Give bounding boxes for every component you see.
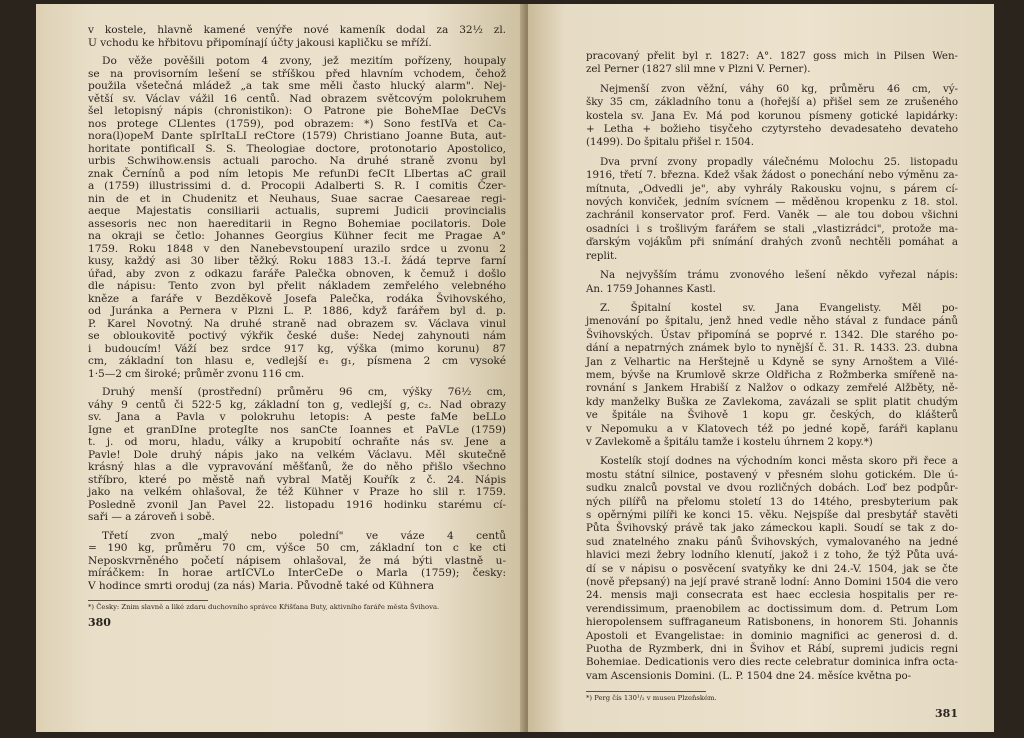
right-page-body (586, 50, 958, 683)
text-line: kdy manželky Buška ze Zavlekoma, zavázali se split platit chudým (586, 395, 958, 408)
text-line: horitate pontificalI S. S. Theologiae doctore, protonotario Apostolico, (88, 142, 506, 155)
text-line: mostu státní silnice, postavený v přesném slohu gotickém. Dle ú- (586, 468, 958, 481)
text-line: váhy 9 centů či 522·5 kg, základní ton g, vedlejší g, c₂. Nad obrazy (88, 398, 506, 411)
text-line: nora(l)opeM Dante spIrItaLI reCtore (1579) Christiano Joanne Buta, aut- (88, 130, 506, 142)
text-line: Třetí zvon „malý nebo polední" ve váze 4 centů (102, 529, 506, 542)
text-line: na okraji se četlo: Johannes Georgius Kühner fecit me Pragae A° (88, 230, 506, 242)
text-line: (nově přepsaný) na její pravé straně lodní: Anno Domini 1504 die vero (586, 576, 958, 589)
text-line: pracovaný přelit byl r. 1827: A°. 1827 goss mich in Pilsen Wen- (586, 50, 958, 62)
text-line: kněze a faráře v Bezděkově Josefa Palečka, rodáka Švihovského, (88, 292, 506, 305)
text-line: rovnání s Jankem Hrabiší z Nalžov o odkazy zemřelé Alžběty, ně- (586, 382, 958, 395)
text-line: dle nápisu: Tento zvon byl přelit nákladem zemřelého velebného (88, 280, 506, 292)
text-line: saři — a zároveň i sobě. (88, 511, 215, 523)
text-line: Z. Špitalní kostel sv. Jana Evangelisty. Měl po- (600, 301, 958, 314)
text-line: nin de et in Chudenitz et Neuhaus, Suae sacrae Caesareae regi- (88, 192, 506, 205)
text-line: 1916, třetí 7. března. Kdež však žádost o ponechání nebo výměnu za- (586, 169, 958, 182)
text-line: 24. mensis maji consecrata est haec ecclesia hospitalis per re- (586, 589, 958, 602)
text-line: úřad, aby zvon z odkazu faráře Palečka obnoven, k čemuž i došlo (88, 267, 506, 280)
text-line: i budoucím! Váží bez srdce 917 kg, výška (mimo korunu) 87 (88, 342, 506, 355)
left-footnote-marker: *) (88, 603, 95, 611)
text-line: hieropolensem suffraganeum Ratisbonens, in honorem Sti. Johannis (586, 616, 958, 629)
text-line: assesoris nec non haereditarii in Regno Bohemiae pocilatoris. Dole (88, 217, 506, 230)
text-line: zel Perner (1827 slil mne v Plzni V. Perner). (586, 63, 811, 76)
text-line: kostela sv. Jana Ev. Má pod korunou písmeny gotické lapidárky: (586, 109, 958, 122)
text-line: Neposkvrněného početí nápisem ohlašoval, že má býti vlastně u- (88, 554, 506, 567)
text-line: verendissimum, praenobilem ac doctissimum dom. d. Petrum Lom (586, 602, 958, 615)
text-line: Bohemiae. Dedicationis vero dies recte celebratur dominica infra octa- (586, 656, 958, 669)
text-line: v Nepomuku a v Klatovech též po jedné kopě, faráři kaplanu (586, 422, 958, 435)
text-line: ve špitále na Švihově 1 kopu gr. českých, do klášterů (586, 409, 958, 422)
left-page-number: 380 (88, 616, 111, 629)
text-line: Jan z Velhartic na Herštejně u Kdyně se syny Arnoštem a Vilé- (586, 355, 958, 368)
text-line: jako na velkém ohlašoval, že též Kühner v Praze ho slil r. 1759. (88, 486, 506, 498)
text-line: Dva první zvony propadly válečnému Molochu 25. listopadu (600, 155, 958, 168)
text-line: = 190 kg, průměru 70 cm, výšce 50 cm, základní ton c ke cti (88, 542, 506, 554)
text-line: P. Karel Novotný. Na druhé straně nad obrazem sv. Václava vinul (88, 317, 506, 330)
text-line: Igne et granDIne protegIte nos sanCte Ioannes et PaVLe (1759) (88, 423, 506, 436)
text-line: replit. (586, 249, 618, 262)
text-line: Pavle! Dole druhý nápis jako na velkém Václavu. Měl skutečně (88, 448, 506, 461)
text-line: 1759. Roku 1848 v den Nanebevstoupení urazilo srdce u zvonu 2 (88, 242, 506, 255)
text-line: cm, základní ton hlasu e, vedlejší e₁ g₁, písmena 2 cm vysoké (88, 355, 506, 367)
text-line: sud znatelného znaku pánů Švihovských, vymalovaného na jedné (586, 535, 958, 548)
text-line: znak Černínů a pod ním letopis Me refunDi feCIt LIbertas aC grail (88, 167, 506, 180)
text-line: ných pilířů na přelomu století 13 do 14tého, presbyterium pak (586, 495, 958, 508)
text-line: sv. Jana a Pavla v polokruhu letopis: A peste faMe beLLo (88, 411, 506, 423)
text-line: a (1759) illustrissimi d. d. Procopii Adalberti S. R. I comitis Čzer- (88, 180, 506, 192)
text-line: šky 35 cm, základního tonu a (hořejší a) přišel sem ze zrušeného (586, 96, 958, 109)
text-line: s opěrnými pilíři ke konci 15. věku. Nejspíše dal presbytář stavěti (586, 509, 958, 521)
text-line: Půta Švihovský právě tak jako zámeckou kapli. Soudí se tak z do- (586, 522, 958, 535)
text-line: Nejmenší zvon věžní, váhy 60 kg, průměru 46 cm, vý- (600, 82, 958, 95)
text-line: Apostoli et Evangelistae: in dominio magnifici ac generosi d. d. (586, 629, 958, 642)
text-line: v Zavlekomě a špitálu tamže i kostelu úhrnem 2 kopy.*) (586, 435, 873, 448)
text-line: Kostelík stojí dodnes na východním konci města skoro při řece a (600, 455, 958, 468)
text-line: nových konviček, jedním svícnem — měděnou kropenku z 18. stol. (586, 196, 958, 209)
left-footnote (88, 603, 506, 612)
text-line: An. 1759 Johannes Kastl. (586, 282, 716, 295)
text-line: od Juránka a Pernera v Plzni L. P. 1886, když farářem byl d. p. (88, 305, 506, 317)
text-line: t. j. od moru, hladu, války a krupobití ochraňte nás sv. Jene a (88, 436, 506, 448)
left-page (36, 4, 524, 732)
text-line: míráčkem: In horae artICVLo InterCeDe o Marla (1759); česky: (88, 567, 506, 579)
right-page-number: 381 (935, 707, 958, 721)
text-line: Švihovských. Ústav připomíná se poprvé r. 1342. Dle starého po- (586, 328, 958, 341)
text-line: Puotha de Ryzmberk, dni in Švihov et Rábí, supremi judicis regni (586, 643, 958, 656)
text-line: hlavici mezi žebry lodního klenutí, jakož i z toho, že týž Půta uvá- (586, 549, 958, 562)
left-footnote-text: Česky: Znim slavně a liké zdaru duchovního správce Křišťana Buty, aktivního faráře města Švihova. (96, 603, 440, 611)
text-line: Na nejvyšším trámu zvonového lešení někdo vyřezal nápis: (600, 269, 958, 282)
text-line: krásný hlas a dle vypravování měšťanů, že do něho přišlo všechno (88, 461, 506, 473)
text-line: ďarským vojákům při snímání drahých zvonů nechtěli pomáhat a (586, 236, 958, 249)
text-line: zachránil konservator prof. Ferd. Vaněk — ale tou dobou všichni (586, 209, 958, 222)
text-line: jmenování po špitalu, jenž hned vedle něho stával z fundace pánů (586, 315, 958, 328)
text-line: v kostele, hlavně kamené venýře nové kameník dodal za 32½ zl. (88, 24, 506, 36)
right-footnote (586, 694, 958, 703)
text-line: Do věže pověšili potom 4 zvony, jež mezitím pořízeny, houpaly (102, 55, 506, 67)
right-page (528, 4, 994, 732)
right-footnote-marker: *) (586, 694, 593, 703)
text-line: osadníci i s trošlivým farářem se stali „vlastizrádci", protože ma- (586, 222, 958, 235)
text-line: 1·5—2 cm široké; průměr zvonu 116 cm. (88, 367, 305, 380)
text-line: Druhý menší (prostřední) průměru 96 cm, výšky 76½ cm, (102, 386, 506, 398)
text-line: V hodince smrti oroduj (za nás) Maria. Původně také od Kühnera (88, 579, 434, 592)
text-line: mítnuta, „Odvedli je", aby vyhrály Rakousku vojnu, s párem cí- (586, 182, 958, 195)
text-line: sudku znalců povstal ve dvou rozličných dobách. Loď bez podpůr- (586, 482, 958, 495)
text-line: vam Ascensionis Domini. (L. P. 1504 dne 24. měsíce května po- (586, 669, 912, 682)
text-line: se obloukovitě poctivý výkřik české duše: Nedej zahynouti nám (88, 330, 506, 342)
text-line: mem, bývše na Krumlově skrze Oldřicha z Rožmberka smířeně na- (586, 368, 958, 381)
text-line: šel letopisný nápis (chronistikon): O Patrone pie BoheMIae DeCVs (88, 105, 506, 117)
text-line: použila všetečná mládež „a tak sme měli často hlucký alarm". Nej- (88, 80, 506, 92)
text-line: větší sv. Václav vážil 16 centů. Nad obrazem světcovým polokruhem (88, 92, 506, 105)
text-line: nos protege CLlentes (1759), pod obrazem: *) Sono festIVa et Ca- (88, 117, 506, 130)
text-line: kusy, každý asi 30 liber těžký. Roku 1883 13.-I. žádá teprve farní (88, 255, 506, 267)
right-footnote-text: Perg čís 130¹/₂ v museu Plzeňském. (594, 694, 717, 703)
text-line: urbis Schwihow.ensis actuali parocho. Na druhé straně zvonu byl (88, 155, 506, 167)
text-line: aeque Majestatis consiliarii actualis, supremi Judicii provincialis (88, 205, 506, 217)
text-line: Posledně zvonil Jan Pavel 22. listopadu 1916 hodinku starému cí- (88, 498, 506, 511)
text-line: stříbro, které po městě naň vybral Matěj Kouřík z č. 24. Nápis (88, 473, 506, 486)
text-line: se na provisorním lešení se stříškou před hlavním vchodem, čehož (88, 67, 506, 80)
text-line: (1499). Do špitalu přišel r. 1504. (586, 136, 755, 149)
text-line: U vchodu ke hřbitovu připomínají účty jakousi kapličku se mříží. (88, 36, 432, 49)
text-line: dí se v nápisu o posvěcení svatyňky ke dni 24.-V. 1504, jak se čte (586, 562, 958, 575)
text-line: dání a nepatrných známek bylo to nynější č. 31. R. 1433. 23. dubna (586, 342, 958, 355)
left-page-body (88, 24, 506, 592)
text-line: + Letha + božieho tisyčeho czytyrsteho devadesateho devateho (586, 123, 958, 136)
